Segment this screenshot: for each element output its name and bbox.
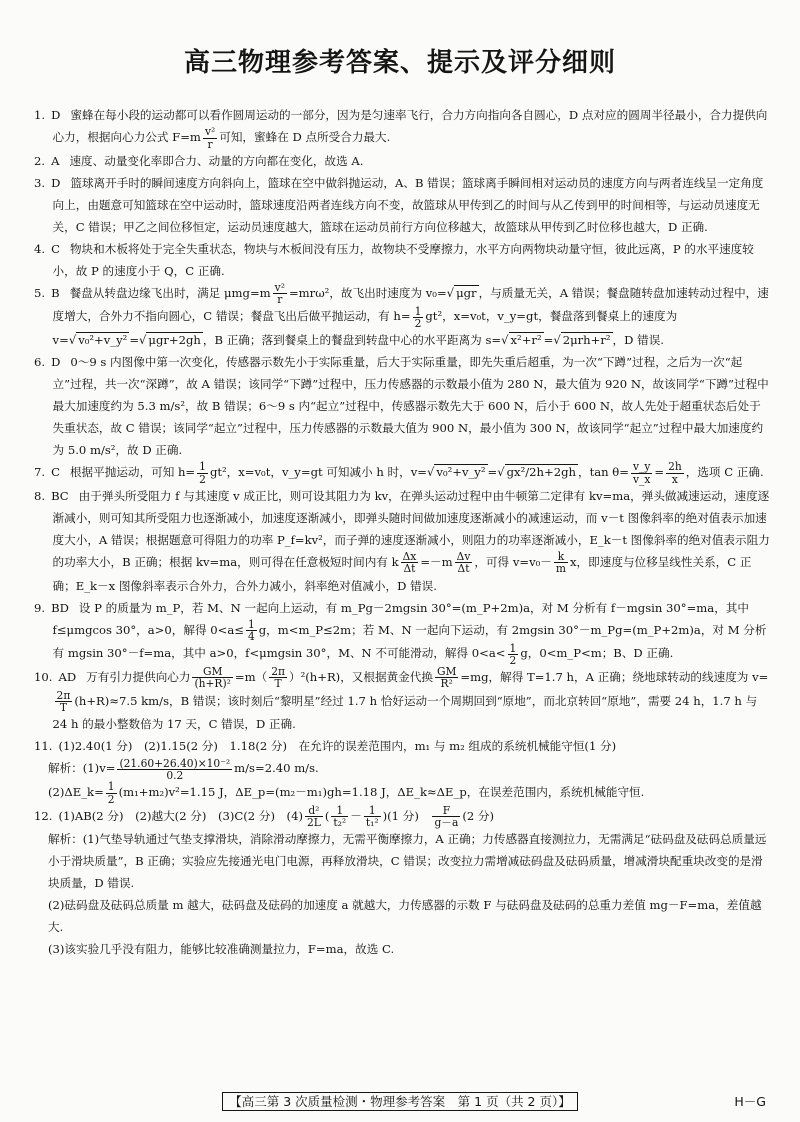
item-text: (1)2.40(1 分) (2)1.15(2 分) 1.18(2 分) 在允许的误差范围内，m₁ 与 m₂ 组成的系统机械能守恒(1 分): [58, 739, 617, 754]
fraction-denominator: T: [274, 677, 282, 691]
fraction-numerator: 1: [509, 641, 517, 655]
fraction-numerator: 1: [331, 805, 348, 817]
fraction-numerator: v_y: [632, 460, 651, 474]
item-answer: A: [51, 153, 60, 168]
fraction-denominator: 2: [414, 316, 422, 330]
item-answer: BD: [51, 600, 69, 615]
fraction-denominator: r: [277, 293, 283, 307]
item-answer: D: [51, 108, 61, 122]
item-text: (m₁+m₂)v²=1.15 J，ΔE_p=(m₂－m₁)gh=1.18 J，ΔE_k≈ΔE_p，在误差范围内，系统机械能守恒.: [118, 785, 645, 800]
item-text: =: [654, 465, 665, 480]
item-number: 3.: [34, 175, 46, 190]
fraction-numerator: GM: [192, 666, 232, 678]
item-text: －: [350, 808, 362, 823]
answer-item-9: [34, 597, 770, 666]
answer-item-12: [34, 805, 770, 829]
item-text: 由于弹头所受阻力 f 与其速度 v 成正比，则可设其阻力为 kv，在弹头运动过程中由牛顿第二定律有 kv=ma，弹头做减速运动，速度逐渐减小，则可知其所受阻力也逐渐减小，加速度逐渐减小，即弹头随时间做加速度逐渐减小的减速运动，而 v－t 图像斜率的绝对值表示加速度大小，A 错误；根据题意可得阻力的功率 P_f=kv²，而子弹的速度逐渐减小，则阻力的功率逐渐减小，E_k－t 图像斜率的绝对值表示阻力的功率大小，B 正确；根据 kv=ma，则可得在任意极短时间内有 k: [52, 488, 770, 569]
fraction: [432, 805, 460, 828]
item-number: 9.: [34, 600, 46, 615]
fraction-denominator: 2: [107, 792, 115, 806]
item-text: =－m: [420, 554, 453, 569]
item-text: 解析：(1)v=: [48, 761, 116, 776]
item-number: 11.: [34, 739, 53, 754]
fraction-numerator: 2h: [668, 460, 682, 474]
fraction: [435, 666, 458, 689]
item-text: (2)ΔE_k=: [48, 785, 104, 800]
item-number: 2.: [34, 153, 46, 168]
fraction: [197, 461, 208, 484]
fraction: [666, 461, 684, 484]
fraction-denominator: 0.2: [166, 768, 184, 782]
fraction-numerator: F: [432, 805, 460, 817]
fraction: [273, 282, 287, 305]
fraction: [331, 805, 348, 828]
answer-item-6: [34, 351, 770, 461]
analysis-line: 解析：(1)气垫导轨通过气垫支撑滑块，消除滑动摩擦力，无需平衡摩擦力，A 正确；力传感器直接测拉力，无需满足“砝码盘及砝码总质量远小于滑块质量”，B 正确；实验应先接通光电门电源，再释放滑块，C 错误；改变拉力需增减砝码盘及砝码质量，增减滑块配重块改变的是滑块质量，D 错误.: [48, 832, 767, 891]
item-answer: D: [51, 175, 61, 190]
fraction-denominator: R²: [440, 677, 453, 691]
item-text: 根据平抛运动，可知 h=: [69, 465, 196, 480]
fraction-denominator: 2L: [306, 816, 321, 830]
answer-item-4: [34, 238, 770, 282]
fraction-numerator: 1: [364, 805, 381, 817]
item-number: 7.: [34, 465, 46, 480]
fraction: [117, 758, 232, 781]
fraction-numerator: d²: [305, 805, 323, 817]
fraction: [401, 551, 419, 574]
fraction: [269, 666, 287, 689]
fraction-numerator: 1: [107, 780, 115, 794]
item-text: )(1 分): [382, 808, 431, 823]
sqrt-radicand: gx²/2h+2gh: [506, 465, 576, 480]
item-text: ）²(h+R)，又根据黄金代换: [289, 669, 433, 684]
item-text: gt²，x=v₀t，v_y=gt 可知减小 h 时，v=: [209, 465, 428, 480]
fraction-numerator: v²: [204, 125, 216, 139]
item-number: 5.: [34, 285, 46, 300]
item-answer: C: [51, 241, 60, 256]
fraction-numerator: 1: [247, 617, 255, 631]
item-text: 速度、动量变化率即合力、动量的方向都在变化，故选 A.: [69, 153, 364, 168]
fraction-denominator: x: [671, 472, 678, 486]
fraction-denominator: 2: [509, 653, 517, 667]
sqrt-radicand: μgr+2gh: [148, 333, 201, 348]
item-answer: AD: [58, 669, 77, 684]
fraction: [106, 781, 117, 804]
item-text: ，选项 C 正确.: [685, 465, 764, 480]
fraction-numerator: Δx: [402, 550, 417, 564]
answer-item-1: [34, 104, 770, 150]
analysis-line: [34, 757, 770, 781]
analysis-line: [34, 781, 770, 805]
item-number: 12.: [34, 808, 53, 823]
item-text: =m（: [234, 669, 268, 684]
sqrt-radicand: v₀²+v_y²: [78, 333, 128, 348]
answer-item-10: [34, 666, 770, 735]
fraction: [631, 461, 652, 484]
fraction-denominator: Δt: [457, 562, 470, 576]
fraction: [203, 126, 217, 149]
fraction-numerator: v²: [274, 281, 285, 294]
item-text: 篮球离开手时的瞬间速度方向斜向上，篮球在空中做斜抛运动，A、B 错误；篮球离手瞬间相对运动员的速度方向与两者连线呈一定角度向上，由题意可知篮球在空中运动时，篮球速度沿两者连线方向不变，故篮球从甲传到乙的时间与从乙传到甲的时间相等，与运动员速度无关，C 错误；甲乙之间位移恒定，运动员速度越大，篮球在运动员前行方向位移越大，故篮球从甲传到乙时位移也越大，D 正确.: [52, 175, 764, 234]
item-text: 设 P 的质量为 m_P，若 M、N 一起向上运动，有 m_Pg－2mgsin 30°=(m_P+2m)a，对 M 分析有 f－mgsin 30°=ma，其中 f≤μmgcos 30°，a>0，解得 0<a≤: [52, 600, 749, 637]
fraction-numerator: 2π: [56, 688, 71, 702]
sqrt-radicand: v₀²+v_y²: [436, 465, 486, 480]
fraction-denominator: t₂²: [333, 816, 347, 830]
fraction: [554, 551, 568, 574]
answer-item-7: 7. C 根据平抛运动，可知 h= $\frac{1}{2}$ gt²，x=v₀t，v_y=gt 可知减小 h 时，v=√ v₀²+v_y² =√ gx²/2h+2gh ，tan θ= $\frac{v\_y}{v\_x}$ = $\frac{2h}{x}$ ，选项 C 正确.: [34, 460, 764, 486]
item-text: ，B 正确；落到餐桌上的餐盘到转盘中心的水平距离为 s=: [202, 333, 502, 348]
item-text: ，与质量无关，A 错误；餐盘随转盘加速转动过程中，速度增大，合外力不指向圆心，C 错误；餐盘飞出后做平抛运动，有 h=: [52, 285, 769, 324]
fraction: [305, 805, 323, 828]
answer-item-3: [34, 172, 770, 238]
item-text: ，D 错误.: [612, 333, 664, 348]
item-text: (1)AB(2 分) (2)越大(2 分) (3)C(2 分) (4): [58, 808, 303, 823]
fraction: [413, 306, 424, 329]
item-text: 万有引力提供向心力: [86, 669, 191, 684]
item-text: =: [487, 465, 498, 480]
answer-item-11: [34, 735, 770, 757]
fraction-denominator: t₁²: [365, 816, 379, 830]
fraction-numerator: 1: [199, 460, 206, 474]
fraction-denominator: T: [59, 701, 67, 715]
item-text: 0～9 s 内图像中第一次变化，传感器示数先小于实际重量，后大于实际重量，即先失重后超重，为一次“下蹲”过程，之后为一次“起立”过程，共一次“深蹲”，故 A 错误；该同学“下蹲”过程中，压力传感器的示数最小值为 280 N，最大值为 920 N，故该同学“下蹲”过程中最大加速度约为 5.3 m/s²，故 B 错误；6～9 s 内“起立”过程中，传感器示数先大于 600 N，后小于 600 N，故人先处于超重状态后处于失重状态，故 C 错误；该同学“起立”过程中，压力传感器的示数最大值为 900 N，最小值为 300 N，故该同学“起立”过程中最大加速度约为 5.0 m/s²，故 D 正确.: [52, 355, 769, 458]
item-text: gt²，x=v₀t，v_y=gt，餐盘落到餐桌上的速度为 v=: [52, 309, 678, 348]
item-text: (: [324, 808, 330, 823]
item-number: 10.: [34, 669, 53, 684]
fraction: [55, 690, 73, 713]
item-number: 8.: [34, 488, 46, 503]
fraction-numerator: 1: [414, 304, 422, 318]
item-text: g，0<m_P<m；B、D 正确.: [520, 646, 674, 661]
fraction-numerator: GM: [436, 665, 457, 679]
item-text: g，m<m_P≤2m；若 M、N 一起向下运动，有 2mgsin 30°－m_Pg=(m_P+2m)a，对 M 分析有 mgsin 30°－f=ma，其中 a>0，f<μmgsin 30°，M、N 不可能滑动，解得 0<a<: [52, 622, 767, 661]
sqrt-radicand: 2μrh+r²: [562, 333, 611, 348]
fraction-denominator: m: [555, 562, 566, 576]
item-text: m/s=2.40 m/s.: [234, 761, 319, 776]
analysis-line: (3)该实验几乎没有阻力，能够比较准确测量拉力，F=ma，故选 C.: [48, 942, 395, 957]
item-answer: BC: [51, 488, 69, 503]
fraction-denominator: r: [207, 137, 213, 151]
item-text: 物块和木板将处于完全失重状态，物块与木板间没有压力，故物块不受摩擦力，水平方向两物块动量守恒，彼此远离，P 的水平速度较小，故 P 的速度小于 Q，C 正确.: [52, 241, 754, 278]
fraction: [455, 551, 473, 574]
fraction-numerator: 2π: [271, 665, 285, 679]
fraction-numerator: Δv: [456, 550, 471, 564]
answer-item-2: [34, 150, 770, 172]
item-text: ，可得 v=v₀－: [474, 554, 552, 569]
item-text: ，tan θ=: [577, 465, 629, 480]
fraction-denominator: v_x: [632, 472, 651, 486]
footer-tag: 【高三第 3 次质量检测・物理参考答案 第 1 页（共 2 页）】: [222, 1092, 577, 1111]
item-answer: C: [51, 465, 60, 480]
item-number: 6.: [34, 355, 46, 370]
answer-item-5: 5. B 餐盘从转盘边缘飞出时，满足 μmg=m $\frac{\text{v²}}{r}$ =mrω²，故飞出时速度为 v₀=√ μgr ，与质量无关，A 错误；餐盘随转盘加速转动过程中，速度增大，合外力不指向圆心，C 错误；餐盘飞出后做平抛运动，有 h= $\frac{1}{2}$ gt²，x=v₀t，v_y=gt，餐盘落到餐桌上的速度为 v=√ v₀²+v_y² =√ μgr+2gh ，B 正确；落到餐桌上的餐盘到转盘中心的水平距离为 s=√ x²+r² =√ 2μrh+r² ，D 错误.: [34, 281, 769, 348]
analysis-line: (2)砝码盘及砝码总质量 m 越大，砝码盘及砝码的加速度 a 就越大，力传感器的示数 F 与砝码盘及砝码的总重力差值 mg－F=ma，差值越大.: [48, 898, 762, 935]
fraction-denominator: (h+R)²: [194, 677, 231, 691]
item-text: =: [543, 333, 554, 348]
item-text: =mrω²，故飞出时速度为 v₀=: [288, 285, 447, 300]
item-text: =mg，解得 T=1.7 h，A 正确；绕地球转动的线速度为 v=: [460, 669, 769, 684]
answer-item-8: [34, 485, 770, 597]
item-number: 4.: [34, 241, 46, 256]
item-text: 餐盘从转盘边缘飞出时，满足 μmg=m: [69, 285, 271, 300]
item-answer: D: [51, 355, 61, 370]
fraction: [246, 619, 257, 642]
fraction-denominator: Δt: [403, 562, 416, 576]
footer-code: H－G: [734, 1094, 766, 1109]
item-text: =: [129, 333, 140, 348]
fraction-denominator: 2: [199, 472, 206, 486]
answer-list: [34, 104, 770, 960]
fraction-denominator: 4: [247, 630, 255, 644]
fraction-numerator: (21.60+26.40)×10⁻²: [119, 756, 231, 770]
fraction-numerator: k: [554, 551, 568, 563]
fraction: [508, 643, 519, 666]
fraction: [192, 666, 232, 689]
page-title: 高三物理参考答案、提示及评分细则: [183, 48, 616, 78]
item-text: x，即速度与位移呈线性关系，C 正确；E_k－x 图像斜率表示合外力，合外力减小，斜率绝对值减小，D 错误.: [52, 554, 752, 593]
item-text: (2 分): [462, 808, 495, 823]
page-footer: [0, 1092, 800, 1110]
fraction-denominator: g－a: [434, 816, 459, 830]
item-text: (h+R)≈7.5 km/s，B 错误；该时刻后“黎明星”经过 1.7 h 恰好运动一个周期回到“原地”，而北京转回“原地”，需要 24 h，1.7 h 与 24 h 的最小整数倍为 17 天，C 错误，D 正确.: [52, 693, 758, 732]
item-text: 蜜蜂在每小段的运动都可以看作圆周运动的一部分，因为是匀速率飞行，合力方向指向各自圆心，D 点对应的圆周半径最小，合力提供向心力，根据向心力公式 F=m: [52, 108, 768, 144]
sqrt-radicand: μgr: [456, 285, 477, 300]
sqrt-radicand: x²+r²: [510, 333, 542, 348]
item-answer: B: [51, 285, 60, 300]
item-number: 1.: [34, 108, 46, 122]
item-text: 可知，蜜蜂在 D 点所受合力最大.: [219, 130, 391, 144]
fraction: [364, 805, 381, 828]
